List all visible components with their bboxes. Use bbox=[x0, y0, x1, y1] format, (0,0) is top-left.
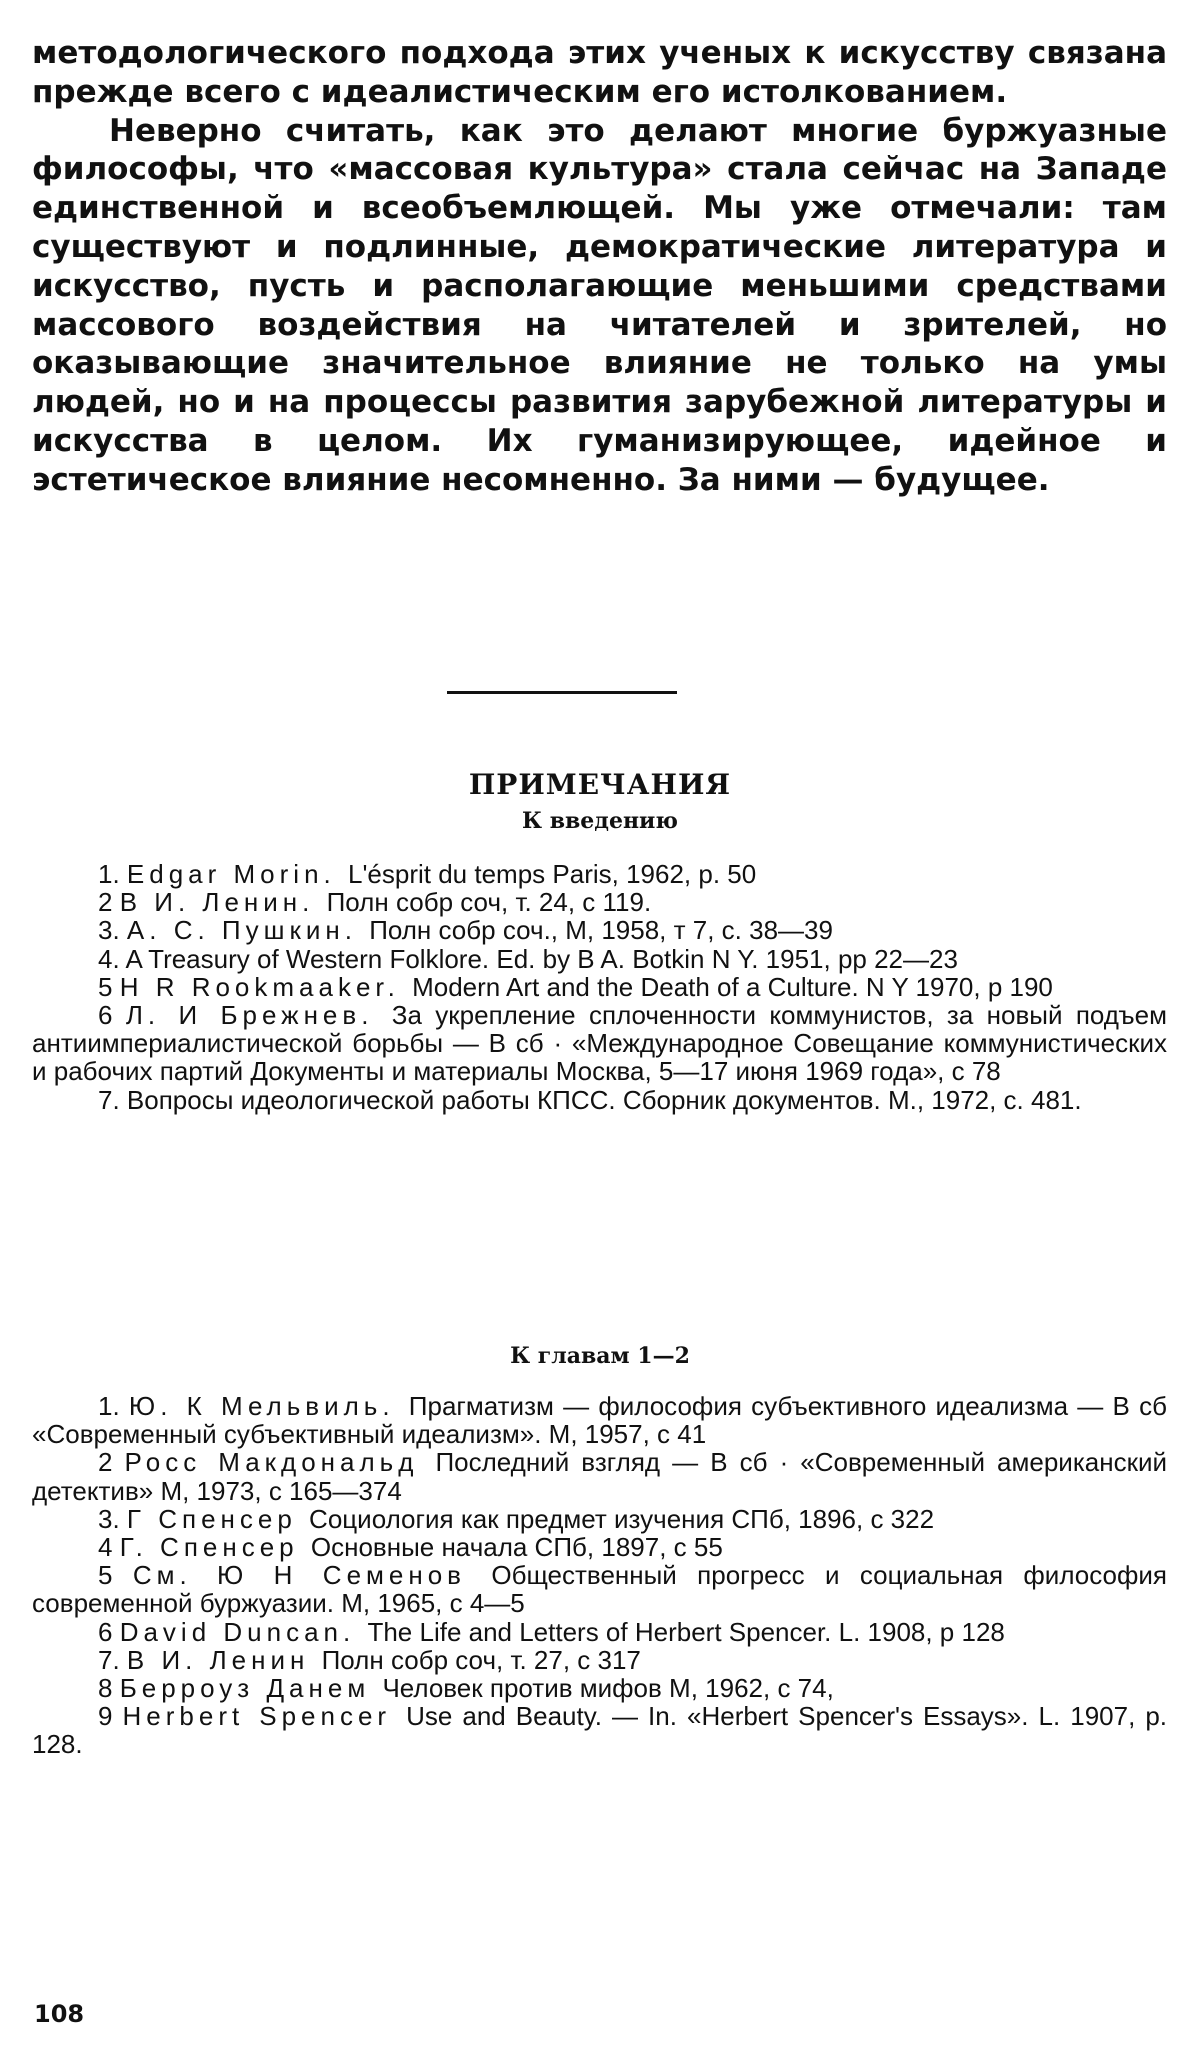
footnote bbox=[32, 1505, 1167, 1533]
footnote-text: Последний взгляд — В сб · «Современный американский детектив» М, 1973, с 165—374 bbox=[32, 1447, 1168, 1506]
footnote-text: L'ésprit du temps Paris, 1962, p. 50 bbox=[348, 859, 757, 889]
footnote-text: Общественный прогресс и социальная философия современной буржуазии. М, 1965, с 4—5 bbox=[32, 1560, 1167, 1619]
section-heading-chapters: К главам 1—2 bbox=[510, 1343, 690, 1369]
footnote-number: 9 bbox=[98, 1701, 123, 1732]
footnote bbox=[32, 1674, 1167, 1702]
footnote-author: Ю. К Мельвиль. bbox=[128, 1391, 409, 1421]
footnote-number: 3. bbox=[98, 915, 127, 946]
footnote-number: 5 bbox=[98, 1560, 133, 1591]
footnote-author: Росс Макдональд bbox=[124, 1447, 436, 1478]
footnote bbox=[32, 1702, 1167, 1758]
footnote-text: A Treasury of Western Folklore. Ed. by B A. Botkin N Y. 1951, pp 22—23 bbox=[125, 943, 958, 974]
footnote-text: Полн собр соч., М, 1958, т 7, с. 38—39 bbox=[369, 915, 833, 946]
footnote bbox=[32, 973, 1167, 1001]
footnote-text: The Life and Letters of Herbert Spencer. L. 1908, p 128 bbox=[367, 1616, 1005, 1647]
footnote-author: Г Спенсер bbox=[126, 1503, 310, 1534]
footnote-number: 4 bbox=[98, 1532, 120, 1563]
paragraph: методологического подхода этих ученых к искусству связана прежде всего с идеалистическим его истолкованием. bbox=[32, 35, 1167, 110]
footnote-author: Берроуз Данем bbox=[119, 1673, 383, 1704]
footnote-number: 7. bbox=[98, 1644, 127, 1675]
footnote-text: Основные начала СПб, 1897, с 55 bbox=[310, 1532, 723, 1563]
footnote bbox=[32, 888, 1167, 916]
footnote-text: Вопросы идеологической работы КПСС. Сборник документов. М., 1972, с. 481. bbox=[126, 1084, 1082, 1115]
section-heading-introduction: К введению bbox=[522, 808, 678, 834]
footnote bbox=[32, 1561, 1167, 1617]
footnote-author: В И. Ленин bbox=[126, 1644, 322, 1675]
footnote-number: 2 bbox=[98, 887, 120, 918]
footnote-author: Edgar Morin. bbox=[126, 859, 348, 889]
footnote bbox=[32, 860, 1167, 888]
footnote bbox=[32, 1646, 1167, 1674]
footnote-author: David Duncan. bbox=[119, 1616, 368, 1647]
footnote-author: А. С. Пушкин. bbox=[126, 915, 370, 946]
footnote-number: 5 bbox=[98, 971, 120, 1002]
footnote bbox=[32, 1448, 1167, 1504]
page-number: 108 bbox=[34, 2000, 85, 2028]
footnote-text: За укрепление сплоченности коммунистов, за новый подъем антиимпериалистической борьбы — В сб · «Международное Совещание коммунистических и рабочих партий Документы и материалы Москва, 5—17 июня 1969 года», с 78 bbox=[32, 1000, 1167, 1087]
footnote-author: Herbert Spencer bbox=[122, 1701, 407, 1732]
footnote bbox=[32, 945, 1167, 973]
notes-list-introduction bbox=[32, 860, 1167, 1114]
footnote-text: Полн собр соч, т. 27, с 317 bbox=[321, 1644, 641, 1675]
section-divider bbox=[447, 691, 677, 694]
paragraph: Неверно считать, как это делают многие буржуазные философы, что «массовая культура» стала сейчас на Западе единственной и всеобъемлющей. Мы уже отмечали: там существуют и подлинные, демократические литература и искусство, пусть и располагающие меньшими средствами массового воздействия на читателей и зрителей, но оказывающие значительное влияние не только на умы людей, но и на процессы развития зарубежной литературы и искусства в целом. Их гуманизирующее, идейное и эстетическое влияние несомненно. За ними — будущее. bbox=[32, 112, 1167, 498]
notes-list-chapters bbox=[32, 1392, 1167, 1759]
notes-title: ПРИМЕЧАНИЯ bbox=[468, 768, 732, 801]
footnote-number: 8 bbox=[98, 1673, 120, 1704]
footnote bbox=[32, 916, 1167, 944]
footnote-author: Г. Спенсер bbox=[119, 1532, 311, 1563]
footnote-number: 2 bbox=[98, 1447, 125, 1478]
footnote bbox=[32, 1086, 1167, 1114]
footnote-number: 4. bbox=[98, 943, 126, 974]
main-text bbox=[32, 34, 1167, 500]
footnote bbox=[32, 1618, 1167, 1646]
footnote-number: 6 bbox=[98, 1000, 126, 1031]
footnote-number: 1. bbox=[98, 1391, 129, 1421]
footnote-number: 6 bbox=[98, 1616, 120, 1647]
footnote-author: В И. Ленин. bbox=[119, 887, 327, 918]
footnote-author: См. Ю Н Семенов bbox=[132, 1560, 492, 1591]
footnote bbox=[32, 1392, 1167, 1448]
footnote-number: 1. bbox=[98, 859, 127, 889]
footnote-text: Социология как предмет изучения СПб, 1896, с 322 bbox=[309, 1503, 935, 1534]
footnote-text: Человек против мифов М, 1962, с 74, bbox=[382, 1673, 834, 1704]
footnote-text: Use and Beauty. — In. «Herbert Spencer's Essays». L. 1907, p. 128. bbox=[32, 1701, 1168, 1760]
footnote-author: Л. И Брежнев. bbox=[125, 1000, 392, 1031]
footnote-number: 7. bbox=[98, 1084, 127, 1115]
footnote-text: Прагматизм — философия субъективного идеализма — В сб «Современный субъективный идеализм». М, 1957, с 41 bbox=[32, 1391, 1167, 1450]
footnote-number: 3. bbox=[98, 1503, 127, 1534]
footnote bbox=[32, 1533, 1167, 1561]
footnote-text: Modern Art and the Death of a Culture. N Y 1970, p 190 bbox=[412, 971, 1053, 1002]
footnote bbox=[32, 1001, 1167, 1086]
footnote-text: Полн собр соч, т. 24, с 119. bbox=[326, 887, 652, 918]
footnote-author: H R Rookmaaker. bbox=[119, 971, 413, 1002]
